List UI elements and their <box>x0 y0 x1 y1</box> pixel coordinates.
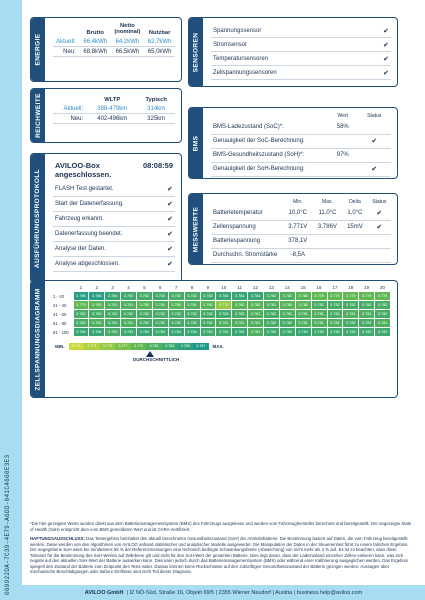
reichweite-row-aktuell: Aktuell: 388-479km 314km <box>53 104 175 114</box>
heatmap-col-header: 17 <box>332 285 338 290</box>
reichweite-col-typisch: Typisch <box>145 96 167 103</box>
messwerte-col-max: Max. <box>322 198 333 205</box>
heatmap-cell: 3.779 <box>375 292 391 301</box>
heatmap-cell: 3.781 <box>248 328 264 337</box>
heatmap-cell: 3.781 <box>248 319 264 328</box>
heatmap-cell: 3.782 <box>343 319 359 328</box>
legend-segment: 3.783 <box>162 343 178 350</box>
heatmap-cell: 3.780 <box>89 301 105 310</box>
heatmap-col-header: 1 <box>79 285 83 290</box>
heatmap-cell: 3.782 <box>232 310 248 319</box>
heatmap-cell: 3.786 <box>89 292 105 301</box>
footnote: *Die hier gezeigten Werte wurden direkt aus dem Batteriemanagementsystem (BMS) des Fahrzeugs ausgelesen und werden vom Fahrzeughersteller berechnet und bereitgestellt. Der angezeigte State of Health (SoH) entspricht dem vom BMS gemeldeten Wert und ist CARA-zertifiziert. <box>30 521 412 532</box>
heatmap-col-header: 8 <box>190 285 194 290</box>
legend-segment: 3.785 <box>177 343 193 350</box>
heatmap-legend <box>55 343 391 350</box>
heatmap-cell: 3.781 <box>216 319 232 328</box>
heatmap-cell: 3.782 <box>105 319 121 328</box>
legend-segment: 3.773 <box>84 343 100 350</box>
legend-segment: 3.779 <box>131 343 147 350</box>
heatmap-cell: 3.782 <box>137 319 153 328</box>
heatmap-cell: 3.781 <box>264 301 280 310</box>
list-item: Stromsensor ✔ <box>211 38 391 52</box>
heatmap-cell: 3.780 <box>295 292 311 301</box>
heatmap-col-header: 19 <box>364 285 370 290</box>
bms-title: BMS <box>192 135 200 151</box>
check-icon: ✔ <box>167 186 173 193</box>
heatmap-cell: 3.783 <box>152 292 168 301</box>
heatmap-cell: 3.782 <box>264 310 280 319</box>
legend-segment: 3.787 <box>193 343 209 350</box>
heatmap-cell: 3.781 <box>295 310 311 319</box>
heatmap-cell: 3.782 <box>184 310 200 319</box>
heatmap-cell: 3.782 <box>311 301 327 310</box>
heatmap-col-header: 6 <box>159 285 162 290</box>
heatmap-cell: 3.782 <box>375 301 391 310</box>
heatmap-cell: 3.780 <box>168 301 184 310</box>
legend-segment: 3.775 <box>100 343 116 350</box>
messwerte-row: Batteriespannung 378,1V <box>211 234 391 248</box>
check-icon: ✔ <box>167 201 173 208</box>
protokoll-card <box>30 153 182 283</box>
heatmap-cell: 3.781 <box>295 319 311 328</box>
heatmap-row-label: 61 - 80 <box>53 320 67 326</box>
heatmap-col-header: 14 <box>284 285 290 290</box>
list-item: Zellspannungssensoren ✔ <box>211 66 391 80</box>
heatmap-cell: 3.782 <box>152 319 168 328</box>
heatmap-cell: 3.781 <box>105 301 121 310</box>
heatmap-cell: 3.783 <box>121 292 137 301</box>
heatmap-cell: 3.783 <box>311 328 327 337</box>
heatmap-cell: 3.782 <box>184 292 200 301</box>
heatmap-cell: 3.784 <box>232 328 248 337</box>
heatmap-row <box>53 328 391 337</box>
heatmap-cell: 3.782 <box>105 328 121 337</box>
heatmap-cell: 3.779 <box>359 292 375 301</box>
messwerte-card <box>188 193 398 265</box>
heatmap-cell: 3.784 <box>248 292 264 301</box>
heatmap-cell: 3.782 <box>375 310 391 319</box>
heatmap-cell: 3.783 <box>200 328 216 337</box>
heatmap-cell: 3.781 <box>311 319 327 328</box>
reichweite-row-neu: Neu: 402-496km 325km <box>53 114 175 124</box>
heatmap-col-header: 4 <box>127 285 130 290</box>
list-item: Datenerfassung beendet. ✔ <box>53 227 175 242</box>
energie-title: ENERGIE <box>34 33 42 66</box>
list-item: Analyse abgeschlossen. ✔ <box>53 257 175 272</box>
heatmap-cell: 3.782 <box>327 301 343 310</box>
reichweite-card <box>30 88 182 143</box>
heatmap-cell: 3.781 <box>232 319 248 328</box>
heatmap-cell: 3.782 <box>73 319 89 328</box>
heatmap-cell: 3.780 <box>248 301 264 310</box>
heatmap-title: ZELLSPANNUNGSDIAGRAMM <box>34 287 42 391</box>
heatmap-cell: 3.781 <box>359 310 375 319</box>
heatmap-col-header: 15 <box>300 285 306 290</box>
average-marker <box>133 351 193 363</box>
heatmap-col-header: 11 <box>237 285 243 290</box>
heatmap-cell: 3.781 <box>152 301 168 310</box>
list-item: Temperatursensoren ✔ <box>211 52 391 66</box>
footer-address: | IZ NÖ-Süd, Straße 16, Objekt 69/5 | 2355 Wiener Neudorf | Austria | business.help@aviloo.com <box>126 589 363 596</box>
heatmap-cell: 3.782 <box>73 310 89 319</box>
average-label: DURCHSCHNITTLICH <box>133 357 180 362</box>
heatmap-row <box>53 301 391 310</box>
heatmap-cell: 3.786 <box>73 292 89 301</box>
check-icon: ✔ <box>371 138 378 145</box>
messwerte-row: Durchschn. Stromstärke -8,5A <box>211 248 391 262</box>
messwerte-col-min: Min. <box>293 198 303 205</box>
protokoll-time: 08:08:59 <box>142 161 173 170</box>
heatmap-cell: 3.780 <box>295 301 311 310</box>
heatmap-cell: 3.783 <box>343 328 359 337</box>
bms-col-wert: Wert <box>337 112 348 119</box>
legend-color-bar <box>69 343 209 350</box>
heatmap-cell: 3.783 <box>327 328 343 337</box>
reichweite-title: REICHWEITE <box>34 93 42 138</box>
heatmap-cell: 3.780 <box>232 301 248 310</box>
heatmap-cell: 3.784 <box>73 328 89 337</box>
heatmap-cell: 3.781 <box>89 319 105 328</box>
heatmap-cell: 3.782 <box>168 310 184 319</box>
check-icon: ✔ <box>383 69 389 77</box>
bms-row: Genauigkeit der SoH-Berechnung: ✔ <box>211 162 391 176</box>
heatmap-cell: 3.782 <box>89 310 105 319</box>
messwerte-row: Batterietemperatur 10,0°C 11,0°C 1,0°C ✔ <box>211 206 391 220</box>
heatmap-cell: 3.781 <box>121 301 137 310</box>
heatmap-col-header: 10 <box>221 285 227 290</box>
heatmap-cell: 3.782 <box>200 319 216 328</box>
sensoren-list <box>211 24 391 80</box>
heatmap-cell: 3.783 <box>152 328 168 337</box>
bms-card <box>188 107 398 179</box>
bms-col-status: Status <box>367 112 382 119</box>
check-icon: ✔ <box>167 246 173 253</box>
heatmap-col-header: 16 <box>316 285 322 290</box>
heatmap-cell: 3.781 <box>184 301 200 310</box>
heatmap-cell: 3.780 <box>137 301 153 310</box>
heatmap-cell: 3.775 <box>216 301 232 310</box>
heatmap-row-label: 41 - 60 <box>53 311 67 317</box>
heatmap-cell: 3.784 <box>89 328 105 337</box>
heatmap-col-header: 7 <box>174 285 178 290</box>
heatmap-cell: 3.779 <box>311 292 327 301</box>
check-icon: ✔ <box>167 261 173 268</box>
heatmap-col-header: 12 <box>253 285 259 290</box>
bms-row: BMS-Ladezustand (SoC)*: 58% <box>211 120 391 134</box>
messwerte-col-status: Status <box>372 198 387 205</box>
heatmap-row-label: 21 - 40 <box>53 302 67 308</box>
heatmap-cell: 3.782 <box>137 292 153 301</box>
heatmap-cell: 3.784 <box>295 328 311 337</box>
heatmap-cell: 3.781 <box>279 310 295 319</box>
heatmap-col-header: 3 <box>111 285 114 290</box>
list-item: Fahrzeug erkannt. ✔ <box>53 212 175 227</box>
check-icon: ✔ <box>383 55 389 63</box>
document-id: 069922DA-7C39-4E79-A6DD-041C4660E3E3 <box>4 454 11 595</box>
heatmap-cell: 3.783 <box>279 328 295 337</box>
heatmap-cell: 3.781 <box>311 310 327 319</box>
heatmap-cell: 3.779 <box>73 301 89 310</box>
messwerte-row: Zellenspannung 3,771V 3,786V 15mV ✔ <box>211 220 391 234</box>
heatmap-cell: 3.784 <box>168 328 184 337</box>
heatmap-row <box>53 310 391 319</box>
heatmap-cell: 3.782 <box>359 301 375 310</box>
heatmap-cell: 3.782 <box>105 310 121 319</box>
heatmap-col-header: 2 <box>95 285 99 290</box>
list-item: Start der Datenerfassung. ✔ <box>53 197 175 212</box>
heatmap-cell: 3.781 <box>327 319 343 328</box>
heatmap-col-header: 9 <box>206 285 210 290</box>
check-icon: ✔ <box>371 166 378 173</box>
legend-segment: 3.771 <box>69 343 85 350</box>
sensoren-card <box>188 17 398 87</box>
heatmap-row <box>53 292 391 301</box>
sensoren-title: SENSOREN <box>192 32 200 72</box>
heatmap-col-header: 13 <box>268 285 274 290</box>
messwerte-table <box>211 197 391 263</box>
heatmap-cell: 3.782 <box>343 301 359 310</box>
heatmap-col-header: 18 <box>348 285 354 290</box>
bms-table <box>211 111 391 177</box>
messwerte-col-delta: Delta <box>349 198 361 205</box>
check-icon: ✔ <box>376 224 383 231</box>
heatmap-cell: 3.783 <box>216 328 232 337</box>
protokoll-list <box>53 182 175 272</box>
heatmap-cell: 3.782 <box>152 310 168 319</box>
heatmap-row-label: 1 - 20 <box>53 293 64 299</box>
energie-table <box>53 21 175 57</box>
heatmap-cell: 3.780 <box>279 301 295 310</box>
energie-col-netto: Netto (nominal) <box>114 22 141 36</box>
messwerte-title: MESSWERTE <box>192 206 200 252</box>
heatmap-cell: 3.784 <box>137 328 153 337</box>
list-item: FLASH Test gestartet. ✔ <box>53 182 175 197</box>
heatmap-cell: 3.782 <box>359 319 375 328</box>
check-icon: ✔ <box>167 216 173 223</box>
heatmap-cell: 3.782 <box>200 310 216 319</box>
heatmap-cell: 3.784 <box>216 292 232 301</box>
heatmap-col-header: 5 <box>143 285 146 290</box>
disclaimer-label: HAFTUNGSAUSSCHLUSS: <box>30 536 85 541</box>
heatmap-cell: 3.782 <box>168 292 184 301</box>
energie-card <box>30 17 182 82</box>
heatmap-cell: 3.781 <box>121 319 137 328</box>
protokoll-heading: AVILOO-Box angeschlossen. <box>55 161 112 179</box>
protokoll-title: AUSFÜHRUNGSPROTOKOLL <box>34 168 42 268</box>
heatmap-grid <box>53 285 391 337</box>
check-icon: ✔ <box>376 209 383 217</box>
energie-col-nutzbar: Nutzbar <box>148 29 171 36</box>
footer-company: AVILOO GmbH <box>84 589 124 596</box>
legend-segment: 3.777 <box>115 343 131 350</box>
heatmap-cell: 3.782 <box>137 310 153 319</box>
heatmap-cell: 3.782 <box>264 292 280 301</box>
heatmap-cell: 3.783 <box>359 328 375 337</box>
list-item: Analyse der Daten. ✔ <box>53 242 175 257</box>
heatmap-cell: 3.783 <box>216 310 232 319</box>
heatmap-row-label: 81 - 100 <box>53 329 69 335</box>
legend-segment: 3.781 <box>146 343 162 350</box>
heatmap-cell: 3.782 <box>327 310 343 319</box>
heatmap-cell: 3.783 <box>375 328 391 337</box>
heatmap-cell: 3.782 <box>121 310 137 319</box>
heatmap-cell: 3.784 <box>184 328 200 337</box>
legend-max-label: MAX. <box>212 344 224 349</box>
check-icon: ✔ <box>383 27 389 35</box>
heatmap-cell: 3.779 <box>343 292 359 301</box>
check-icon: ✔ <box>383 41 389 49</box>
heatmap-cell: 3.783 <box>200 292 216 301</box>
heatmap-col-header: 20 <box>380 285 386 290</box>
heatmap-cell: 3.782 <box>279 319 295 328</box>
heatmap-cell: 3.782 <box>264 319 280 328</box>
energie-row-aktuell: Aktuell: 66,4kWh 64,2kWh 62,7kWh <box>53 37 175 47</box>
heatmap-cell: 3.783 <box>121 328 137 337</box>
heatmap-card <box>30 280 398 398</box>
bms-row: BMS-Gesundheitszustand (SoH)*: 97% <box>211 148 391 162</box>
disclaimer-text: Das Testergebnis beinhaltet den aktuell berechneten Gesundheitszustand (SoH) der Antriebsbatterie. Die Bestimmung basiert auf Daten, die vom Fahrzeug bereitgestellt werden. Diese werden von den Algorithmen von AVILOO anhand statistischer und analytischer Modelle ausgewertet. Die Manipulation der Daten in der Steuereinheit führt zu einem falschen Ergebnis. Der angegebene SoH weist bei mindestens 95 % der Referenzmessungen eine technisch bedingte Schwankungsbreite (Abweichung) von nicht mehr als 3 % auf. Es ist zu beachten, dass diese Toleranz für die Bestimmung des SoH-Wertes auf Zellebene gilt und nicht für den SoH-Wert der gesamten Batterie. Dies liegt daran, dass der Ladezustand einzelner Zellen variieren kann, was sich negativ auf den aktuellen SoH-Wert der Batterie auswirken kann. Dies kann jedoch durch das Batteriemanagementsystem (BMS) oder während einer Kalibrierung ausgeglichen werden. Das Ergebnis spiegelt den Zustand der Batterie zum Zeitpunkt des Tests wider. Daraus können keine Rückschlüsse auf den zukünftigen Gesundheitszustand der Batterie gezogen werden. Aussagen über mechanische Beschädigungen oder äußere Einflüsse sind nicht Teil dieser Diagnose. <box>30 536 409 575</box>
energie-row-neu: Neu: 68,8kWh 66,5kWh 65,0kWh <box>53 47 175 57</box>
heatmap-cell: 3.781 <box>343 310 359 319</box>
footer-bar <box>22 585 425 600</box>
heatmap-cell: 3.782 <box>184 319 200 328</box>
heatmap-cell: 3.784 <box>232 292 248 301</box>
heatmap-cell: 3.781 <box>248 310 264 319</box>
heatmap-cell: 3.779 <box>327 292 343 301</box>
bms-row: Genauigkeit der SoC-Berechnung: ✔ <box>211 134 391 148</box>
heatmap-cell: 3.783 <box>264 328 280 337</box>
list-item: Spannungssensor ✔ <box>211 24 391 38</box>
legend-min-label: MIN. <box>55 344 65 349</box>
heatmap-cell: 3.781 <box>279 292 295 301</box>
heatmap-cell: 3.781 <box>375 319 391 328</box>
reichweite-table <box>53 95 175 124</box>
heatmap-cell: 3.782 <box>168 319 184 328</box>
check-icon: ✔ <box>167 231 173 238</box>
energie-col-brutto: Brutto <box>86 29 104 36</box>
heatmap-cell: 3.784 <box>105 292 121 301</box>
heatmap-row <box>53 319 391 328</box>
reichweite-col-wltp: WLTP <box>104 96 121 103</box>
heatmap-cell: 3.780 <box>200 301 216 310</box>
disclaimer <box>30 536 413 575</box>
